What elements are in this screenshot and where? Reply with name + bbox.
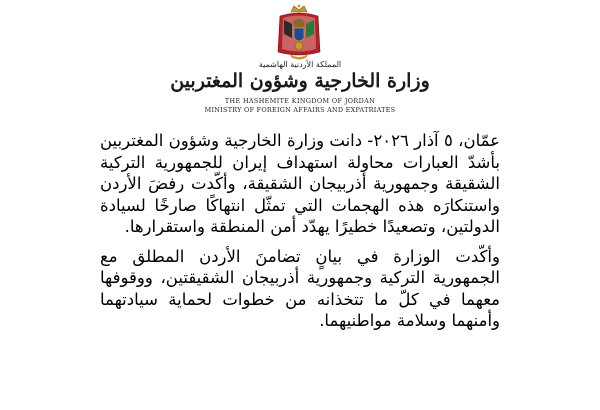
jordan-coat-of-arms-icon (274, 4, 324, 62)
statement-paragraph-2: وأكّدت الوزارة في بيانٍ تضامنَ الأردن المطلق مع الجمهورية التركية وجمهورية أذربيجان الشقيقتين، ووقوفها معهما في كلّ ما تتخذانه من خطوات لحماية سيادتهما وأمنهما وسلامة مواطنيهما. (100, 246, 500, 330)
ministry-name-english: MINISTRY OF FOREIGN AFFAIRS AND EXPATRIATES (204, 106, 396, 114)
ministry-name-arabic: وزارة الخارجية وشؤون المغتربين (170, 70, 430, 92)
kingdom-name-arabic: المملكة الأردنية الهاشمية (258, 60, 342, 69)
statement-paragraph-1: عمّان، ٥ آذار ٢٠٢٦- دانت وزارة الخارجية وشؤون المغتربين بأشدّ العبارات محاولة استهداف إيران للجمهورية التركية الشقيقة وجمهورية أذربيجان الشقيقة، وأكّدت رفضَ الأردن واستنكارَه هذه الهجمات التي تمثّل انتهاكًا صارخًا لسيادة الدولتين، وتصعيدًا خطيرًا يهدّد أمن المنطقة واستقرارها. (100, 131, 500, 236)
letterhead (0, 0, 600, 118)
statement-body (100, 130, 500, 340)
kingdom-name-english: THE HASHEMITE KINGDOM OF JORDAN (224, 97, 376, 105)
